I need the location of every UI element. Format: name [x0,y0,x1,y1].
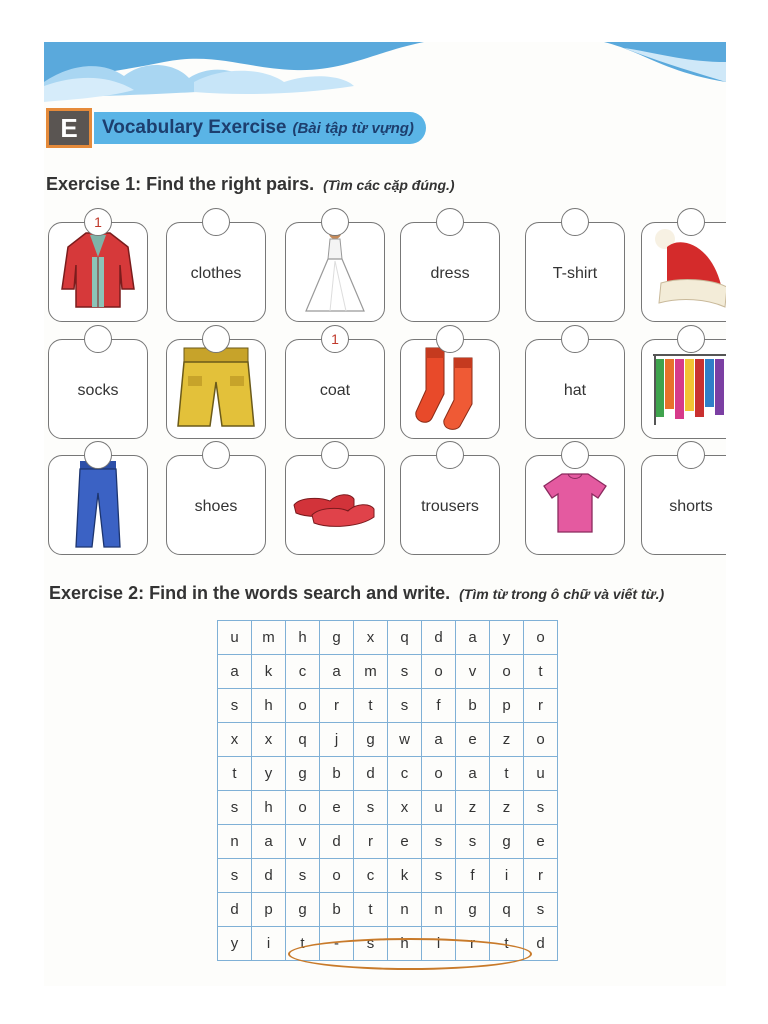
word-card[interactable] [166,455,266,555]
dress-icon [300,225,370,320]
grid-cell[interactable]: m [354,655,388,689]
answer-circle [288,938,532,970]
grid-cell[interactable]: s [354,927,388,961]
answer-bubble[interactable] [202,208,230,236]
grid-cell[interactable]: r [354,825,388,859]
picture-card[interactable] [285,455,385,555]
grid-cell[interactable]: s [388,689,422,723]
grid-cell[interactable]: c [354,859,388,893]
exercise1-title-text: Exercise 1: Find the right pairs. [46,174,315,194]
card-word: hat [563,382,587,399]
grid-cell[interactable]: z [490,723,524,757]
grid-cell[interactable]: r [320,689,354,723]
answer-bubble[interactable] [436,325,464,353]
t-shirt-icon [540,468,610,543]
answer-bubble[interactable] [202,325,230,353]
word-card[interactable] [400,455,500,555]
grid-cell[interactable]: j [320,723,354,757]
grid-cell[interactable]: d [252,859,286,893]
card-word: coat [319,382,351,399]
grid-cell[interactable]: s [422,825,456,859]
answer-bubble[interactable] [561,208,589,236]
grid-cell[interactable]: h [286,621,320,655]
grid-cell[interactable]: a [422,723,456,757]
grid-cell[interactable]: a [320,655,354,689]
word-card[interactable] [400,222,500,322]
grid-cell[interactable]: h [388,927,422,961]
grid-cell[interactable]: h [252,689,286,723]
grid-cell[interactable]: q [388,621,422,655]
socks-icon [410,344,490,435]
answer-bubble[interactable] [202,441,230,469]
grid-cell[interactable]: z [456,791,490,825]
grid-cell[interactable]: d [218,893,252,927]
grid-cell[interactable]: t [354,689,388,723]
grid-cell[interactable]: s [218,791,252,825]
answer-bubble[interactable] [677,325,705,353]
grid-cell[interactable]: x [218,723,252,757]
grid-cell[interactable]: t [490,757,524,791]
grid-cell[interactable]: - [320,927,354,961]
grid-cell[interactable]: t [354,893,388,927]
section-title-pill [94,112,426,144]
section-subtitle: (Bài tập từ vựng) [292,119,414,137]
grid-cell[interactable]: d [320,825,354,859]
trousers-icon [68,457,128,554]
grid-cell[interactable]: e [388,825,422,859]
grid-cell[interactable]: g [456,893,490,927]
grid-cell[interactable]: r [456,927,490,961]
exercise1-title [46,174,455,195]
grid-row [218,655,558,689]
answer-bubble[interactable] [436,441,464,469]
grid-cell[interactable]: o [490,655,524,689]
grid-row [218,757,558,791]
picture-card[interactable] [400,339,500,439]
answer-bubble[interactable]: 1 [321,325,349,353]
answer-bubble[interactable] [321,441,349,469]
grid-cell[interactable]: x [388,791,422,825]
picture-card[interactable] [525,455,625,555]
grid-cell[interactable]: n [422,893,456,927]
grid-cell[interactable]: r [524,689,558,723]
picture-card[interactable] [166,339,266,439]
grid-cell[interactable]: y [252,757,286,791]
grid-cell[interactable]: p [490,689,524,723]
grid-cell[interactable]: c [286,655,320,689]
grid-cell[interactable]: t [286,927,320,961]
grid-cell[interactable]: y [490,621,524,655]
grid-cell[interactable]: s [218,859,252,893]
grid-cell[interactable]: a [456,757,490,791]
answer-bubble[interactable] [561,441,589,469]
grid-cell[interactable]: t [218,757,252,791]
picture-card[interactable] [285,222,385,322]
answer-bubble[interactable] [677,441,705,469]
shoes-icon [290,473,380,538]
grid-row [218,825,558,859]
grid-cell[interactable]: y [218,927,252,961]
grid-cell[interactable]: p [252,893,286,927]
grid-cell[interactable]: k [252,655,286,689]
hat-icon [651,225,726,320]
grid-cell[interactable]: f [456,859,490,893]
card-word: T-shirt [552,265,598,282]
answer-bubble[interactable]: 1 [84,208,112,236]
grid-cell[interactable]: e [320,791,354,825]
clothes-rack-icon [649,345,726,434]
grid-cell[interactable]: o [286,791,320,825]
word-search-grid [217,620,558,961]
grid-cell[interactable]: b [320,757,354,791]
grid-cell[interactable]: u [218,621,252,655]
grid-cell[interactable]: s [218,689,252,723]
grid-cell[interactable]: t [524,655,558,689]
grid-cell[interactable]: i [422,927,456,961]
word-card[interactable] [48,339,148,439]
grid-cell[interactable]: q [490,893,524,927]
grid-cell[interactable]: e [524,825,558,859]
grid-cell[interactable]: v [456,655,490,689]
grid-cell[interactable]: a [456,621,490,655]
grid-cell[interactable]: b [320,893,354,927]
grid-cell[interactable]: o [422,655,456,689]
grid-cell[interactable]: f [422,689,456,723]
picture-card[interactable] [48,455,148,555]
grid-cell[interactable]: g [490,825,524,859]
card-word: trousers [421,498,479,515]
grid-cell[interactable]: s [456,825,490,859]
grid-row [218,621,558,655]
exercise1-subtitle: (Tìm các cặp đúng.) [323,177,455,193]
grid-cell[interactable]: g [320,621,354,655]
grid-cell[interactable]: s [422,859,456,893]
grid-cell[interactable]: s [354,791,388,825]
section-letter: E [46,108,92,148]
exercise2-title [49,583,664,604]
picture-card[interactable] [48,214,148,322]
shorts-icon [174,342,258,437]
card-word: socks [77,382,119,399]
grid-cell[interactable]: r [524,859,558,893]
answer-bubble[interactable] [321,208,349,236]
picture-card[interactable] [641,222,726,322]
answer-bubble[interactable] [436,208,464,236]
word-card[interactable] [166,222,266,322]
grid-cell[interactable]: k [388,859,422,893]
grid-row [218,893,558,927]
grid-cell[interactable]: b [456,689,490,723]
grid-cell[interactable]: d [524,927,558,961]
picture-card[interactable] [641,339,726,439]
section-header [46,108,426,148]
grid-cell[interactable]: g [286,893,320,927]
grid-cell[interactable]: t [490,927,524,961]
grid-cell[interactable]: a [218,655,252,689]
grid-cell[interactable]: o [524,621,558,655]
exercise2-title-text: Exercise 2: Find in the words search and write. [49,583,451,603]
answer-bubble[interactable] [84,325,112,353]
workbook-page [44,42,726,986]
grid-cell[interactable]: s [388,655,422,689]
section-title: Vocabulary Exercise [102,117,287,138]
grid-cell[interactable]: x [354,621,388,655]
grid-cell[interactable]: z [490,791,524,825]
grid-cell[interactable]: g [286,757,320,791]
grid-cell[interactable]: d [354,757,388,791]
grid-cell[interactable]: o [422,757,456,791]
grid-cell[interactable]: c [388,757,422,791]
coat-icon [58,227,138,318]
grid-cell[interactable]: g [354,723,388,757]
grid-cell[interactable]: s [524,791,558,825]
grid-cell[interactable]: u [524,757,558,791]
grid-cell[interactable]: d [422,621,456,655]
grid-cell[interactable]: m [252,621,286,655]
word-card[interactable] [525,339,625,439]
grid-row [218,723,558,757]
card-word: shorts [669,498,713,515]
grid-cell[interactable]: q [286,723,320,757]
answer-bubble[interactable] [677,208,705,236]
grid-row [218,859,558,893]
grid-cell[interactable]: o [286,689,320,723]
grid-cell[interactable]: i [490,859,524,893]
grid-cell[interactable]: v [286,825,320,859]
card-word: clothes [190,265,242,282]
grid-cell[interactable]: h [252,791,286,825]
grid-cell[interactable]: o [524,723,558,757]
grid-row [218,689,558,723]
grid-cell[interactable]: w [388,723,422,757]
card-word: dress [430,265,470,282]
grid-cell[interactable]: u [422,791,456,825]
card-word: shoes [194,498,238,515]
word-card[interactable] [525,222,625,322]
grid-cell[interactable]: s [286,859,320,893]
grid-cell[interactable]: s [524,893,558,927]
answer-bubble[interactable] [561,325,589,353]
grid-cell[interactable]: n [218,825,252,859]
grid-cell[interactable]: a [252,825,286,859]
word-card[interactable] [641,455,726,555]
grid-cell[interactable]: i [252,927,286,961]
word-card[interactable] [285,331,385,439]
answer-bubble[interactable] [84,441,112,469]
grid-cell[interactable]: e [456,723,490,757]
grid-cell[interactable]: o [320,859,354,893]
grid-cell[interactable]: x [252,723,286,757]
grid-cell[interactable]: n [388,893,422,927]
grid-row [218,791,558,825]
exercise2-subtitle: (Tìm từ trong ô chữ và viết từ.) [459,586,665,602]
